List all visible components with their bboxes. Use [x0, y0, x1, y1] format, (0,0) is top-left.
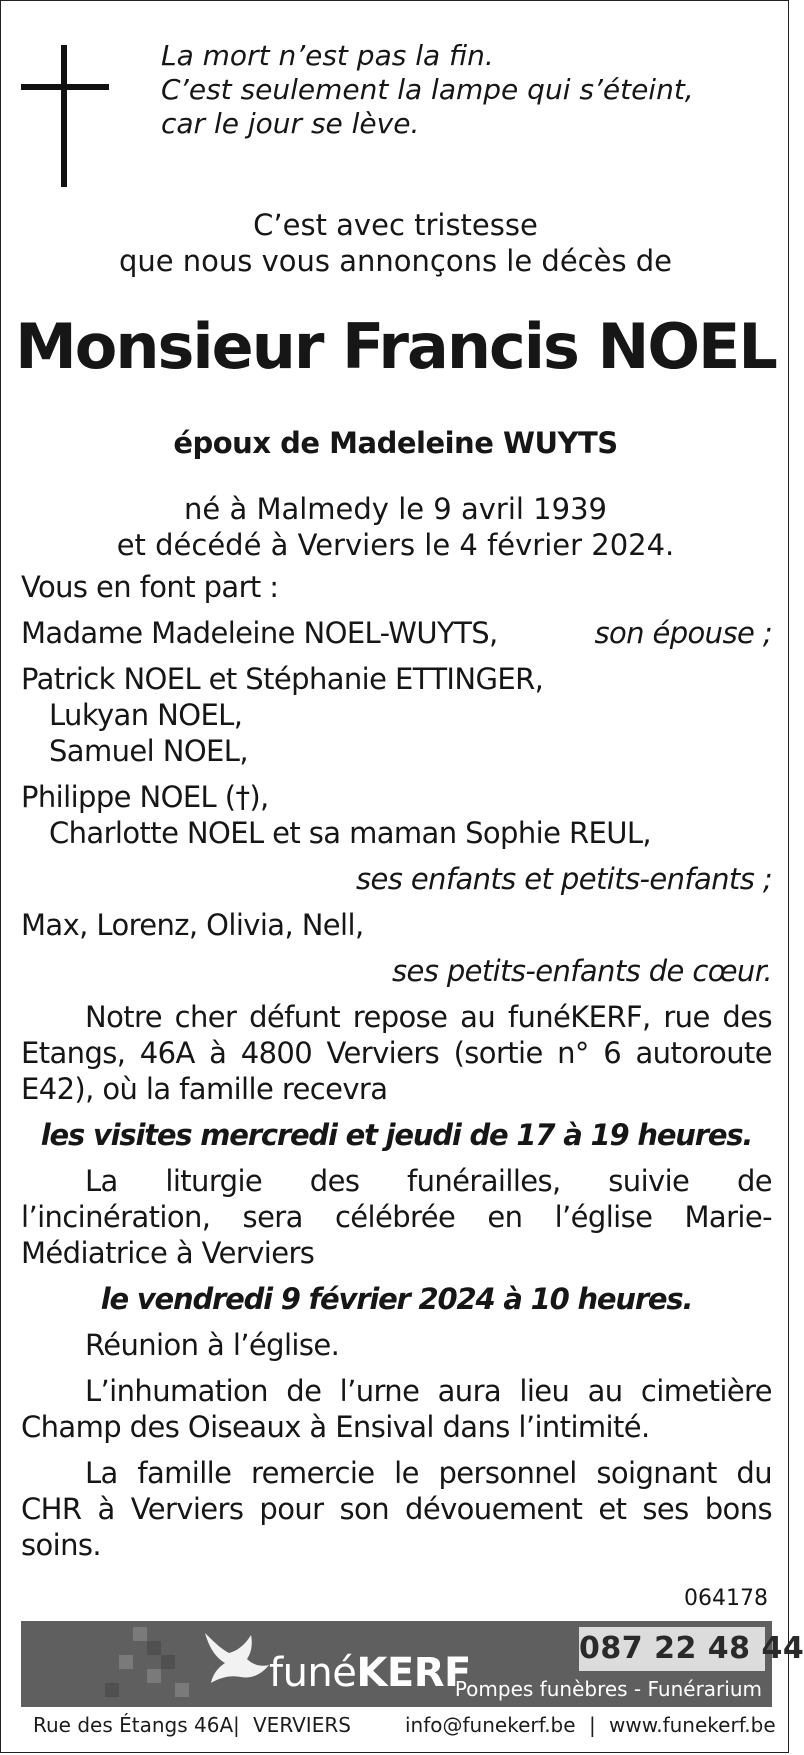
intro-line: que nous vous annonçons le décès de [118, 244, 673, 278]
spouse-line: époux de Madeleine WUYTS [173, 426, 618, 460]
spouse-row [21, 615, 772, 651]
meeting-text: Réunion à l’église. [85, 1328, 340, 1362]
thanks-paragraph [21, 1455, 772, 1563]
family-member: Max, Lorenz, Olivia, Nell, [21, 908, 364, 942]
reference-number: 064178 [684, 1586, 768, 1611]
brand-logo [269, 1649, 471, 1697]
liturgy-text: La liturgie des funérailles, suivie de l’incinération, sera célébrée en l’église Marie-Médiatrice à Verviers [21, 1164, 772, 1270]
meeting-paragraph [21, 1327, 772, 1363]
city: VERVIERS [253, 1713, 351, 1737]
phone-box [579, 1627, 804, 1671]
intro-line: C’est avec tristesse [253, 208, 538, 242]
funeral-home-banner [21, 1621, 804, 1707]
spouse-relation: son épouse ; [594, 616, 772, 650]
separator: | [233, 1713, 240, 1737]
life-dates [1, 491, 790, 563]
announcement-heading: Vous en font part : [21, 570, 279, 604]
family-member: Lukyan NOEL, [49, 698, 243, 732]
quote-line: La mort n’est pas la fin. [161, 39, 494, 72]
rest-text: Notre cher défunt repose au funéKERF, rue des Etangs, 46A à 4800 Verviers (sortie n° 6 autoroute E42), où la famille recevra [21, 1000, 772, 1106]
ceremony-date: le vendredi 9 février 2024 à 10 heures. [100, 1282, 693, 1316]
email-link[interactable]: info@funekerf.be [405, 1713, 576, 1737]
family-member: Charlotte NOEL et sa maman Sophie REUL, [49, 816, 652, 850]
cross-icon [21, 45, 109, 187]
tagline: Pompes funèbres - Funérarium [454, 1677, 762, 1701]
family-member: Samuel NOEL, [49, 734, 248, 768]
announcement-body [21, 569, 772, 1563]
rest-paragraph [21, 999, 772, 1107]
intro-text [1, 207, 790, 279]
children-relation: ses enfants et petits-enfants ; [355, 862, 772, 896]
phone-number: 087 22 48 44 [579, 1631, 804, 1666]
address: Rue des Étangs 46A [33, 1713, 234, 1737]
brand-prefix: funé [269, 1650, 357, 1696]
family-member: Philippe NOEL (†), [21, 780, 269, 814]
thanks-text: La famille remercie le personnel soignant du CHR à Verviers pour son dévouement et ses bons soins. [21, 1456, 772, 1562]
liturgy-paragraph [21, 1163, 772, 1271]
heart-relation: ses petits-enfants de cœur. [391, 954, 772, 988]
birth-line: né à Malmedy le 9 avril 1939 [184, 492, 607, 526]
visits-line: les visites mercredi et jeudi de 17 à 19 heures. [40, 1118, 753, 1152]
family-member: Patrick NOEL et Stéphanie ETTINGER, [21, 662, 544, 696]
brand-suffix: KERF [356, 1650, 471, 1696]
burial-paragraph [21, 1373, 772, 1445]
death-line: et décédé à Verviers le 4 février 2024. [116, 528, 675, 562]
website-link[interactable]: www.funekerf.be [609, 1713, 776, 1737]
spouse-name: Madame Madeleine NOEL-WUYTS, [21, 616, 498, 650]
quote-line: C’est seulement la lampe qui s’éteint, [161, 73, 694, 106]
dove-icon [191, 1627, 281, 1701]
epitaph-quote [161, 39, 694, 141]
burial-text: L’inhumation de l’urne aura lieu au cimetière Champ des Oiseaux à Ensival dans l’intimité. [21, 1374, 772, 1444]
deceased-name: Monsieur Francis NOEL [15, 310, 776, 383]
separator: | [589, 1713, 596, 1737]
contact-bar [21, 1707, 776, 1743]
quote-line: car le jour se lève. [161, 107, 420, 140]
